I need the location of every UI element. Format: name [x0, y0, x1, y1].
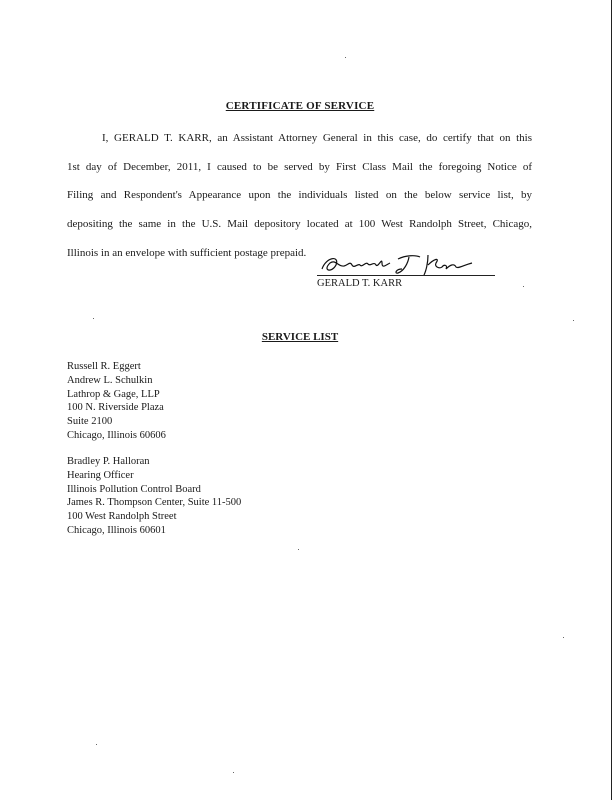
body-line-4: depositing the same in the U.S. Mail depository located at 100 West Randolph Street, Chicago, — [67, 218, 532, 231]
body-line-5: Illinois in an envelope with sufficient postage prepaid. — [67, 246, 307, 259]
address-line: James R. Thompson Center, Suite 11-500 — [67, 497, 242, 509]
address-line: Russell R. Eggert — [67, 361, 141, 372]
scan-speck — [563, 637, 564, 638]
address-line: Illinois Pollution Control Board — [67, 483, 201, 495]
page-edge — [611, 0, 612, 800]
recipient-block-1 — [67, 360, 166, 443]
service-list-title: SERVICE LIST — [261, 331, 339, 343]
scan-speck — [233, 772, 234, 773]
address-line: Lathrop & Gage, LLP — [67, 388, 160, 400]
scan-speck — [523, 286, 524, 287]
signature-name: GERALD T. KARR — [317, 278, 403, 289]
body-line-3: Filing and Respondent's Appearance upon the individuals listed on the below service list, by — [67, 189, 532, 202]
scan-speck — [298, 549, 299, 550]
recipient-block-2 — [67, 455, 241, 538]
scan-speck — [93, 318, 94, 319]
address-line: Hearing Officer — [67, 469, 134, 481]
body-line-2: 1st day of December, 2011, I caused to be served by First Class Mail the foregoing Notice of — [67, 160, 532, 173]
address-line: Suite 2100 — [67, 416, 113, 428]
certificate-title: CERTIFICATE OF SERVICE — [225, 100, 375, 112]
address-line: Andrew L. Schulkin — [67, 374, 153, 386]
scan-speck — [573, 320, 574, 321]
scan-speck — [96, 744, 97, 745]
address-line: 100 West Randolph Street — [67, 511, 177, 523]
address-line: Chicago, Illinois 60606 — [67, 429, 166, 441]
body-line-1: I, GERALD T. KARR, an Assistant Attorney General in this case, do certify that on this — [102, 132, 532, 144]
address-line: Chicago, Illinois 60601 — [67, 524, 166, 536]
address-line: Bradley P. Halloran — [67, 456, 150, 467]
scan-speck — [345, 57, 346, 58]
certificate-body — [67, 124, 532, 268]
signature-line — [317, 275, 495, 276]
address-line: 100 N. Riverside Plaza — [67, 402, 164, 414]
